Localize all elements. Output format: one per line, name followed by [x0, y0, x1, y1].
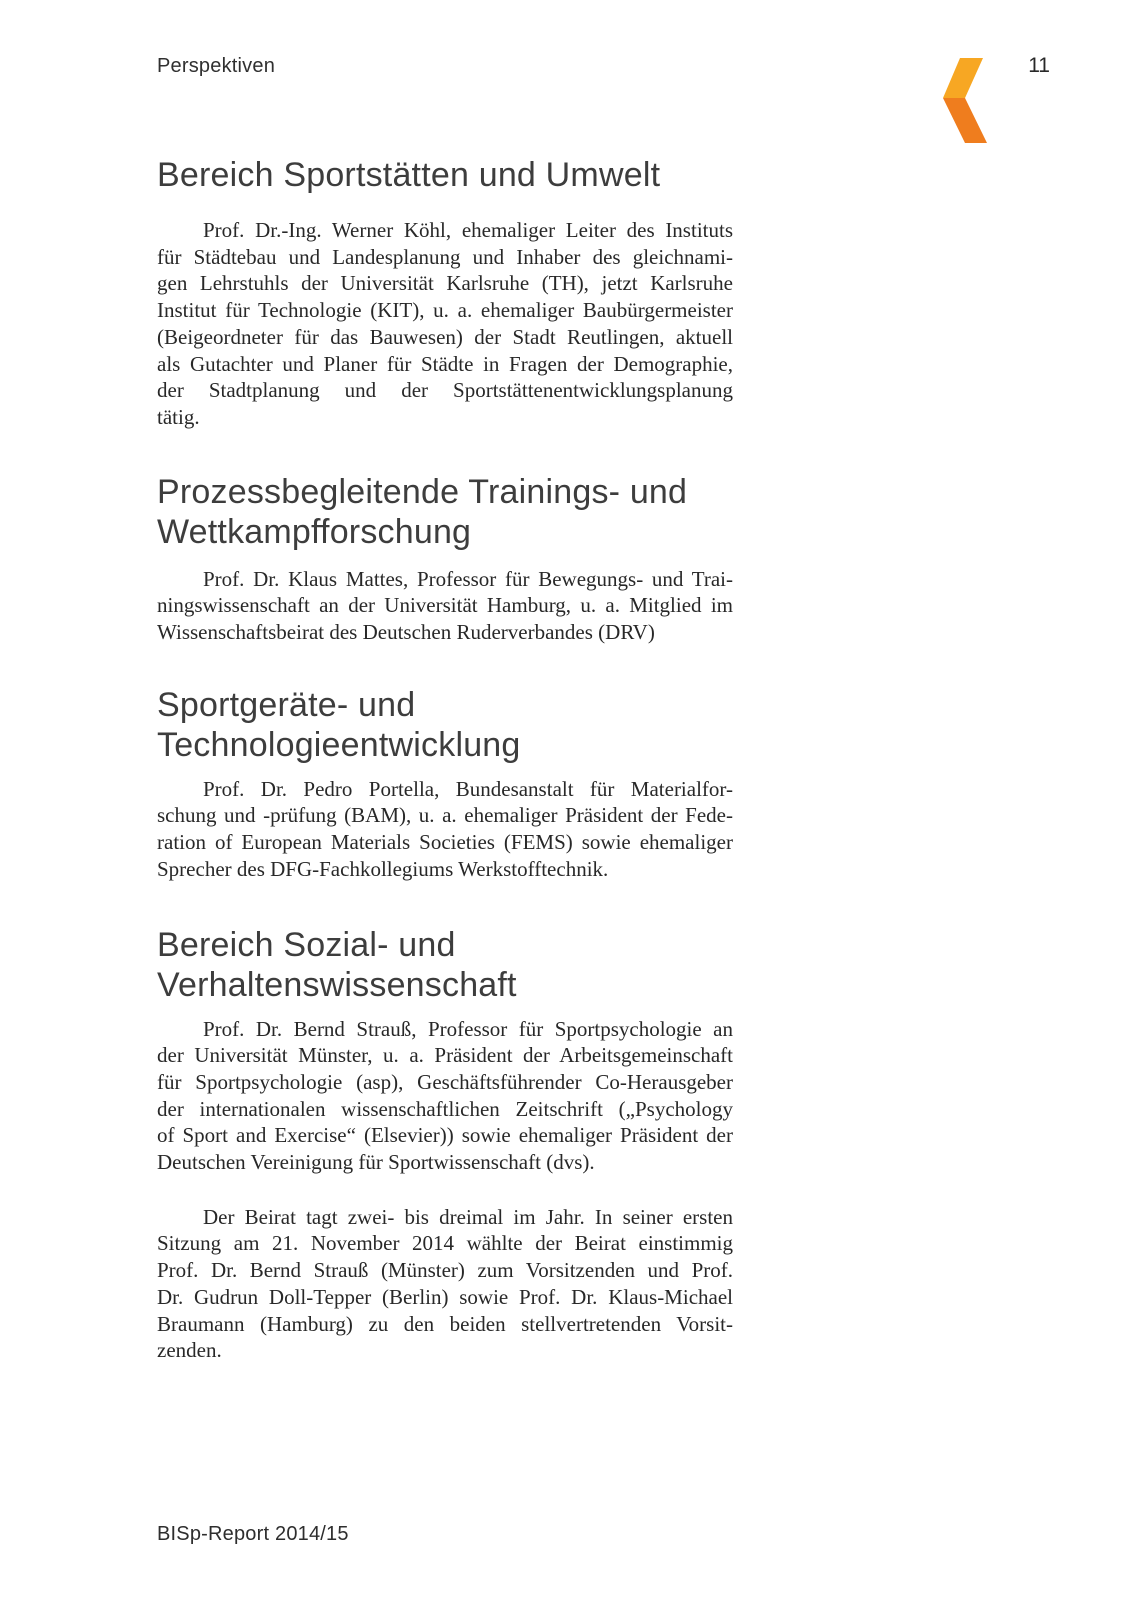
text-line: (Beigeordneter für das Bauwesen) der Stadt Reutlingen, aktuell	[157, 324, 733, 349]
paragraph-portella	[157, 776, 733, 883]
text-line: Der Beirat tagt zwei- bis dreimal im Jahr. In seiner ersten	[203, 1204, 733, 1229]
text-line: für Städtebau und Landesplanung und Inhaber des gleichnami-	[157, 244, 733, 269]
text-line: Prof. Dr. Klaus Mattes, Professor für Bewegungs- und Trai-	[203, 566, 733, 591]
text-line: der internationalen wissenschaftlichen Zeitschrift („Psychology	[157, 1096, 733, 1121]
header-section-label: Perspektiven	[157, 55, 276, 77]
text-line: Prof. Dr. Bernd Strauß, Professor für Sportpsychologie an	[203, 1016, 733, 1041]
text-line: ration of European Materials Societies (FEMS) sowie ehemaliger	[157, 830, 733, 855]
text-line: der Universität Münster, u. a. Präsident der Arbeitsgemeinschaft	[157, 1043, 733, 1068]
chevron-bottom-segment	[943, 98, 987, 143]
page-number: 11	[1028, 54, 1050, 77]
text-line: Prof. Dr.-Ing. Werner Köhl, ehemaliger Leiter des Instituts	[203, 218, 733, 242]
text-line: Institut für Technologie (KIT), u. a. ehemaliger Baubürgermeister	[157, 298, 733, 323]
text-line: Sprecher des DFG-Fachkollegiums Werkstofftechnik.	[157, 856, 609, 881]
section-heading-sozial-verhaltenswissenschaft: Bereich Sozial- und Verhaltenswissenschaft	[157, 925, 517, 1004]
text-line: Wissenschaftsbeirat des Deutschen Ruderverbandes (DRV)	[157, 620, 655, 645]
text-line: Prof. Dr. Bernd Strauß (Münster) zum Vorsitzenden und Prof.	[157, 1258, 733, 1283]
text-line: als Gutachter und Planer für Städte in Fragen der Demographie,	[157, 351, 733, 376]
section-heading-trainings-wettkampfforschung: Prozessbegleitende Trainings- und Wettkampfforschung	[157, 472, 688, 551]
page-footer: BISp-Report 2014/15	[157, 1523, 349, 1545]
text-line: zenden.	[157, 1338, 222, 1363]
text-line: Sitzung am 21. November 2014 wählte der Beirat einstimmig	[157, 1231, 733, 1256]
text-line: tätig.	[157, 404, 200, 429]
paragraph-koehl	[157, 217, 733, 431]
section-heading-sportstaetten-umwelt: Bereich Sportstätten und Umwelt	[157, 156, 661, 194]
text-line: schung und -prüfung (BAM), u. a. ehemaliger Präsident der Fede-	[157, 803, 733, 828]
section-heading-sportgeraete-technologie: Sportgeräte- und Technologieentwicklung	[157, 685, 521, 764]
text-line: Deutschen Vereinigung für Sportwissenschaft (dvs).	[157, 1150, 595, 1175]
text-line: der Stadtplanung und der Sportstättenentwicklungsplanung	[157, 378, 733, 403]
text-line: Prof. Dr. Pedro Portella, Bundesanstalt für Materialfor-	[203, 776, 733, 801]
text-line: ningswissenschaft an der Universität Hamburg, u. a. Mitglied im	[157, 593, 733, 618]
text-line: Dr. Gudrun Doll-Tepper (Berlin) sowie Prof. Dr. Klaus-Michael	[157, 1284, 733, 1309]
text-line: für Sportpsychologie (asp), Geschäftsführender Co-Herausgeber	[157, 1069, 733, 1094]
text-line: of Sport and Exercise“ (Elsevier)) sowie ehemaliger Präsident der	[157, 1123, 733, 1148]
text-line: Braumann (Hamburg) zu den beiden stellvertretenden Vorsit-	[157, 1311, 733, 1336]
text-line: gen Lehrstuhls der Universität Karlsruhe (TH), jetzt Karlsruhe	[157, 271, 733, 296]
paragraph-mattes	[157, 566, 733, 646]
paragraph-beirat-sitzung	[157, 1204, 733, 1364]
paragraph-strauss	[157, 1016, 733, 1176]
page-content	[157, 155, 733, 1364]
